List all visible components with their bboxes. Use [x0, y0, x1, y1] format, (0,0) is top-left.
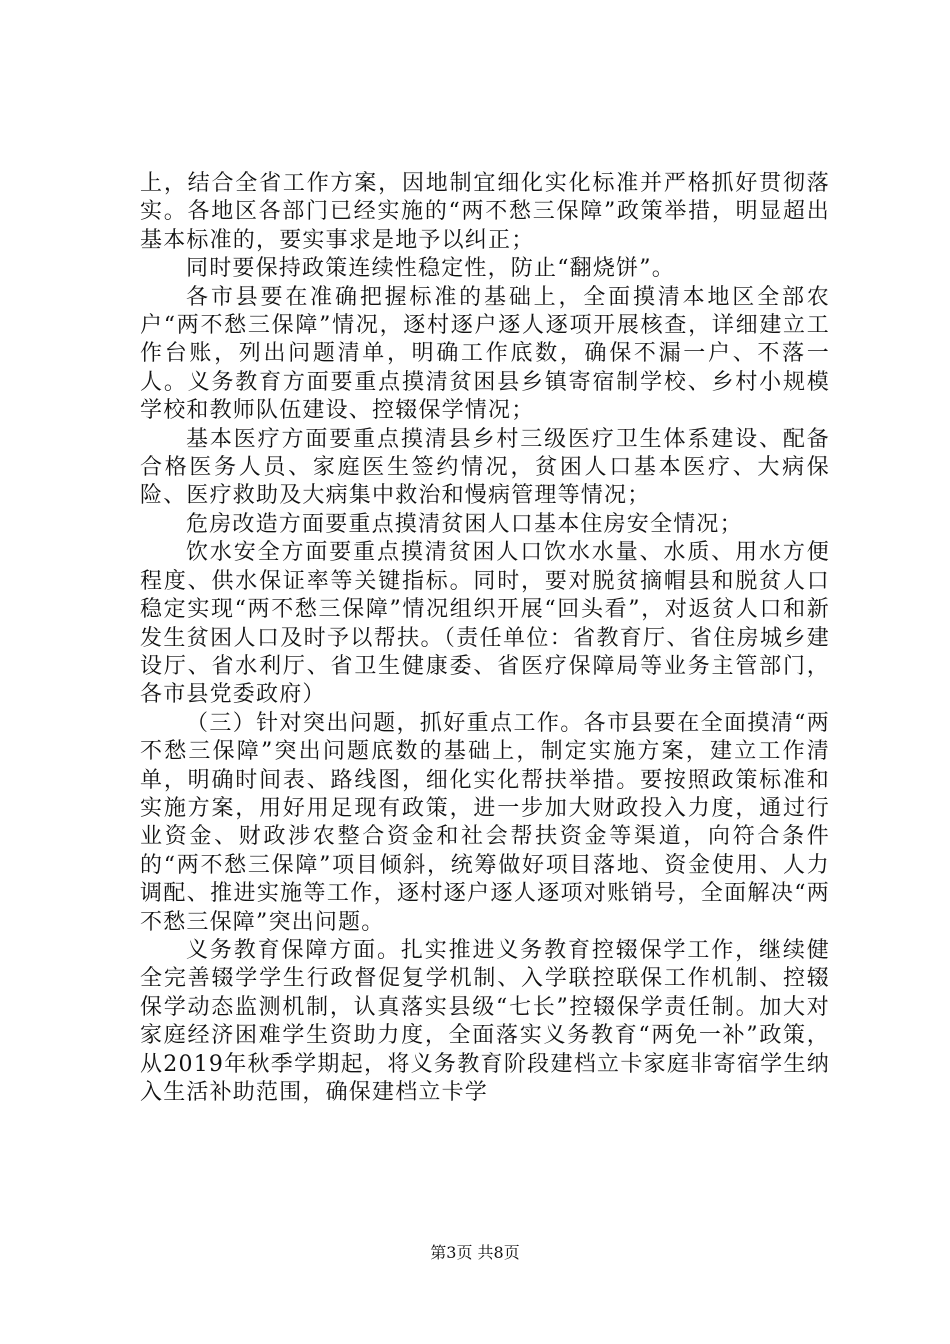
paragraph-verification: 各市县要在准确把握标准的基础上，全面摸清本地区全部农户“两不愁三保障”情况，逐村逐户逐人逐项开展核查，详细建立工作台账，列出问题清单，明确工作底数，确保不漏一户、不落一人。义务教育方面要重点摸清贫困县乡镇寄宿制学校、乡村小规模学校和教师队伍建设、控辍保学情况； [140, 284, 830, 424]
paragraph-continuation: 上，结合全省工作方案，因地制宜细化实化标准并严格抓好贯彻落实。各地区各部门已经实施的“两不愁三保障”政策举措，明显超出基本标准的，要实事求是地予以纠正； [140, 171, 830, 253]
paragraph-policy-continuity: 同时要保持政策连续性稳定性，防止“翻烧饼”。 [186, 256, 675, 282]
paragraph-compulsory-education: 义务教育保障方面。扎实推进义务教育控辍保学工作，继续健全完善辍学学生行政督促复学机制、入学联控联保工作机制、控辍保学动态监测机制，认真落实县级“七长”控辍保学责任制。加大对家庭经济困难学生资助力度，全面落实义务教育“两免一补”政策，从2019年秋季学期起，将义务教育阶段建档立卡家庭非寄宿学生纳入生活补助范围，确保建档立卡学 [140, 937, 830, 1105]
paragraph-basic-medical: 基本医疗方面要重点摸清县乡村三级医疗卫生体系建设、配备合格医务人员、家庭医生签约情况，贫困人口基本医疗、大病保险、医疗救助及大病集中救治和慢病管理等情况； [140, 426, 830, 509]
paragraph-drinking-water: 饮水安全方面要重点摸清贫困人口饮水水量、水质、用水方便程度、供水保证率等关键指标。同时，要对脱贫摘帽县和脱贫人口稳定实现“两不愁三保障”情况组织开展“回头看”，对返贫人口和新发生贫困人口及时予以帮扶。（责任单位：省教育厅、省住房城乡建设厅、省水利厅、省卫生健康委、省医疗保障局等业务主管部门，各市县党委政府） [140, 540, 830, 708]
body-text [140, 170, 830, 1107]
paragraph-key-problems: （三）针对突出问题，抓好重点工作。各市县要在全面摸清“两不愁三保障”突出问题底数的基础上，制定实施方案，建立工作清单，明确时间表、路线图，细化实化帮扶举措。要按照政策标准和实施方案，用好用足现有政策，进一步加大财政投入力度，通过行业资金、财政涉农整合资金和社会帮扶资金等渠道，向符合条件的“两不愁三保障”项目倾斜，统筹做好项目落地、资金使用、人力调配、推进实施等工作，逐村逐户逐人逐项对账销号，全面解决“两不愁三保障”突出问题。 [140, 710, 830, 935]
paragraph-housing: 危房改造方面要重点摸清贫困人口基本住房安全情况； [186, 511, 743, 537]
page-footer: 第3页 共8页 [430, 1243, 520, 1262]
